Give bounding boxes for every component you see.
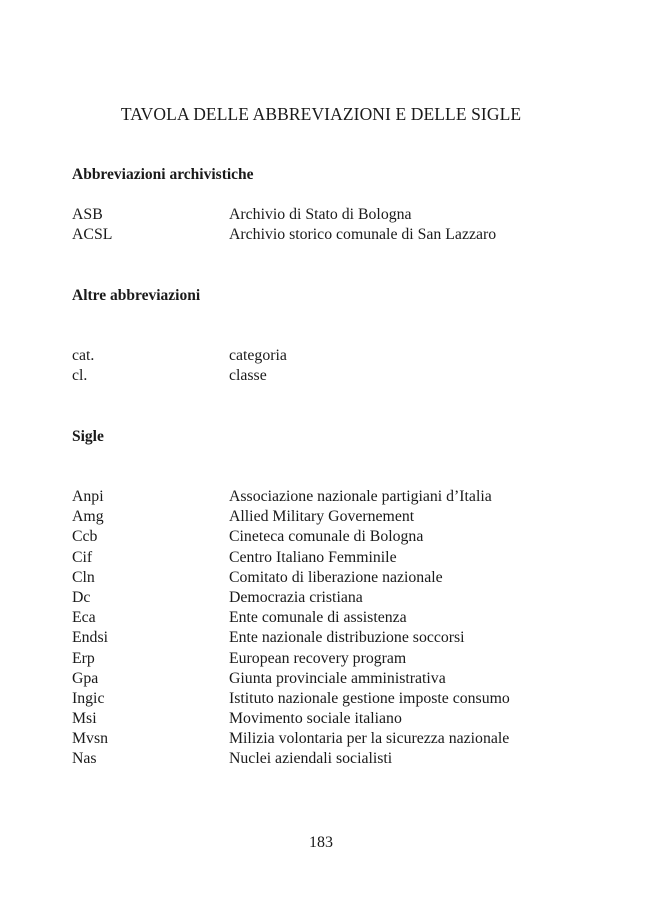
section-heading-acronyms: Sigle (72, 428, 104, 445)
abbreviation: ASB (72, 206, 103, 223)
abbreviation-meaning: Istituto nazionale gestione imposte consumo (229, 689, 510, 707)
abbreviation: Dc (72, 588, 91, 606)
list-item (72, 669, 510, 689)
abbreviation: Cln (72, 568, 95, 586)
abbreviation: Erp (72, 649, 95, 667)
abbreviation-meaning: Milizia volontaria per la sicurezza nazionale (229, 730, 510, 748)
abbreviation: Cif (72, 548, 93, 566)
list-item (72, 749, 510, 769)
abbreviation: Ingic (72, 689, 105, 707)
abbreviation: cl. (72, 367, 88, 385)
abbreviation: Amg (72, 508, 104, 526)
abbreviation: cat. (72, 347, 95, 364)
list-item (72, 649, 510, 669)
abbreviation-meaning: Comitato di liberazione nazionale (229, 568, 443, 586)
page-title: TAVOLA DELLE ABBREVIAZIONI E DELLE SIGLE (120, 104, 522, 124)
list-item (72, 548, 510, 568)
abbreviation-meaning: Associazione nazionale partigiani d’Italia (229, 488, 492, 505)
abbreviation-meaning: Giunta provinciale amministrativa (229, 669, 446, 687)
abbreviation-meaning: Ente nazionale distribuzione soccorsi (229, 629, 465, 647)
list-item (72, 588, 510, 608)
list-item (72, 628, 510, 648)
abbreviation: Endsi (72, 629, 108, 647)
archival-abbreviations-list (72, 205, 496, 245)
abbreviation-meaning: Cineteca comunale di Bologna (229, 528, 424, 546)
abbreviation-meaning: Movimento sociale italiano (229, 710, 402, 728)
abbreviation: Gpa (72, 669, 99, 687)
list-item (72, 568, 510, 588)
abbreviation: Anpi (72, 488, 104, 505)
abbreviation-meaning: categoria (229, 347, 287, 364)
list-item (72, 507, 510, 527)
list-item (72, 527, 510, 547)
other-abbreviations-list (72, 346, 287, 386)
acronyms-list (72, 487, 510, 770)
abbreviation-meaning: Democrazia cristiana (229, 588, 363, 606)
abbreviation: Msi (72, 710, 97, 728)
section-heading-archival: Abbreviazioni archivistiche (72, 166, 254, 183)
abbreviation-meaning: classe (229, 367, 267, 385)
list-item (72, 729, 510, 749)
abbreviation: Ccb (72, 528, 98, 546)
abbreviation-meaning: Centro Italiano Femminile (229, 548, 397, 566)
abbreviation: Nas (72, 750, 97, 768)
abbreviation-meaning: European recovery program (229, 649, 407, 667)
abbreviation-meaning: Allied Military Governement (229, 508, 415, 526)
list-item (72, 709, 510, 729)
abbreviation: Eca (72, 609, 96, 627)
abbreviation-meaning: Nuclei aziendali socialisti (229, 750, 393, 768)
list-item (72, 366, 287, 386)
list-item (72, 205, 496, 225)
section-heading-other: Altre abbreviazioni (72, 287, 201, 304)
abbreviation-meaning: Archivio storico comunale di San Lazzaro (229, 226, 497, 244)
abbreviation: Mvsn (72, 730, 108, 748)
list-item (72, 225, 496, 245)
list-item (72, 487, 510, 507)
abbreviation-meaning: Ente comunale di assistenza (229, 609, 407, 627)
list-item (72, 608, 510, 628)
list-item (72, 346, 287, 366)
list-item (72, 689, 510, 709)
page-number: 183 (309, 834, 333, 851)
abbreviation-meaning: Archivio di Stato di Bologna (229, 206, 412, 223)
abbreviation: ACSL (72, 226, 113, 244)
